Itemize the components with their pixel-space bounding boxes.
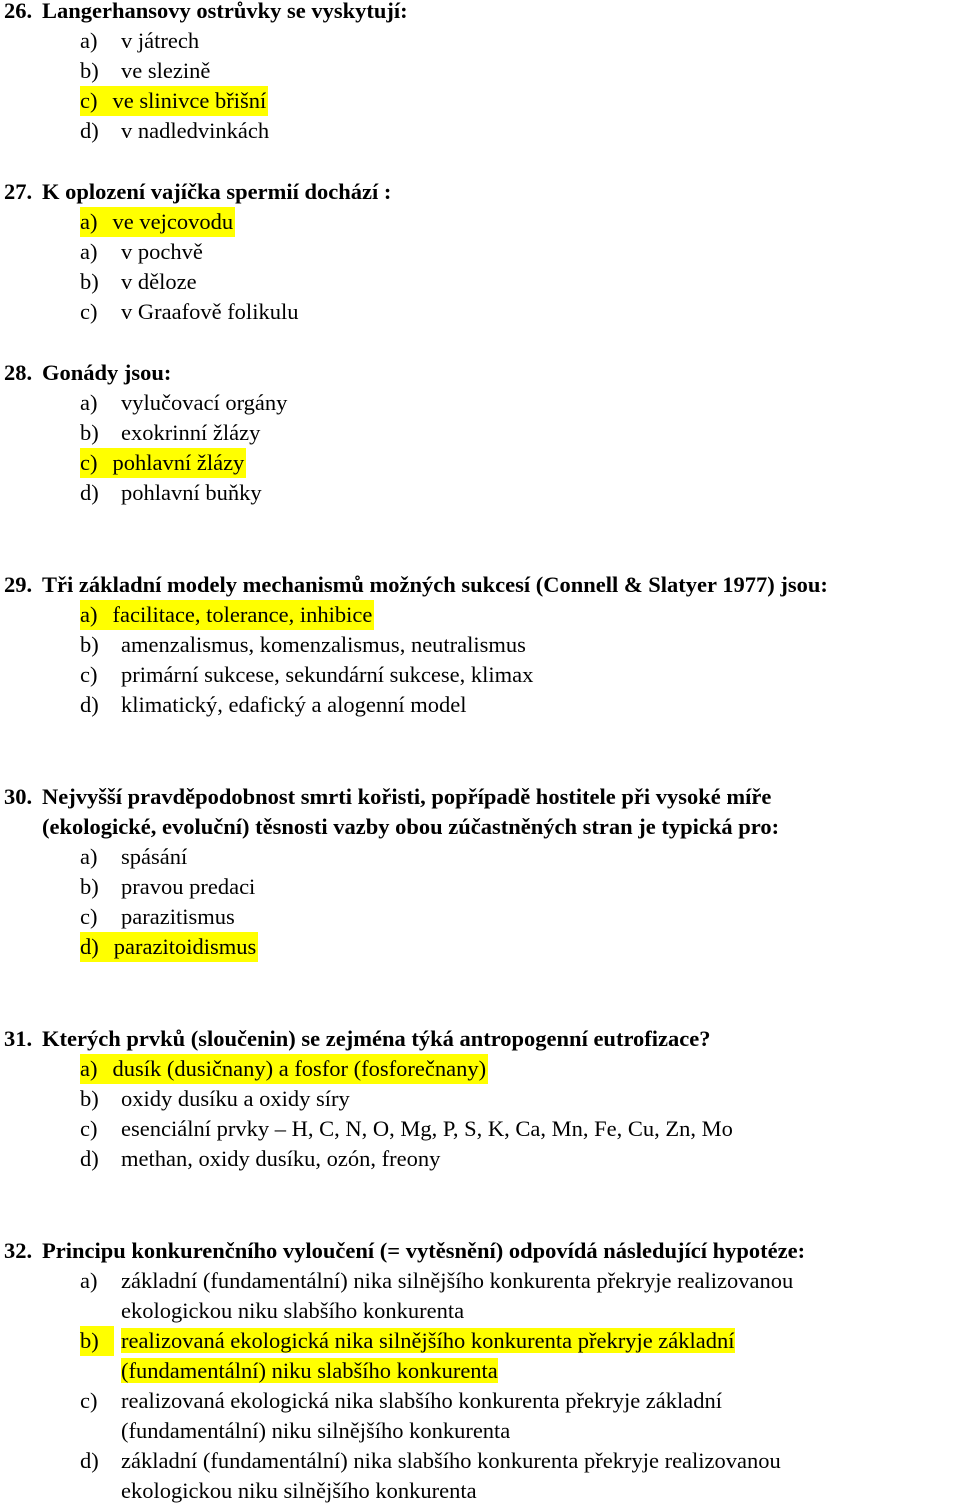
answer-option	[0, 388, 960, 418]
option-text	[80, 1326, 960, 1386]
question-32	[0, 1236, 960, 1506]
question-31	[0, 1024, 960, 1174]
question-title	[0, 0, 960, 26]
option-letter: b)	[80, 420, 99, 445]
option-letter: a)	[80, 390, 98, 415]
question-number: 26.	[4, 0, 33, 23]
answer-option	[0, 660, 960, 690]
option-text-line-1: realizovaná ekologická nika slabšího konkurenta překryje základní	[121, 1388, 723, 1413]
option-letter: d)	[80, 1448, 99, 1473]
answer-list	[0, 1266, 960, 1506]
option-text	[80, 1446, 960, 1506]
question-30	[0, 782, 960, 962]
question-text-line-1: Nejvyšší pravděpodobnost smrti kořisti, popřípadě hostitele při vysoké míře	[42, 784, 772, 809]
option-text: v děloze	[121, 269, 197, 294]
option-text: ve vejcovodu	[112, 209, 234, 234]
question-number: 31.	[4, 1026, 33, 1051]
option-letter: b)	[80, 874, 99, 899]
option-letter: b)	[80, 632, 99, 657]
option-letter: a)	[80, 239, 98, 264]
question-number: 28.	[4, 360, 33, 385]
question-number: 27.	[4, 179, 33, 204]
option-letter: c)	[80, 450, 98, 475]
question-28	[0, 358, 960, 508]
option-text-line-2: (fundamentální) niku slabšího konkurenta	[121, 1358, 498, 1383]
option-text: pohlavní buňky	[121, 480, 262, 505]
question-text: Gonády jsou:	[42, 360, 172, 385]
answer-option	[0, 116, 960, 146]
option-text-line-1: základní (fundamentální) nika slabšího konkurenta překryje realizovanou	[121, 1448, 781, 1473]
option-letter: a)	[80, 28, 98, 53]
option-letter: b)	[80, 269, 99, 294]
question-title	[0, 177, 960, 207]
option-text: v játrech	[121, 28, 200, 53]
answer-option	[0, 1266, 960, 1326]
answer-list	[0, 207, 960, 327]
answer-option	[0, 690, 960, 720]
answer-option	[0, 297, 960, 327]
option-letter: d)	[80, 118, 99, 143]
answer-list	[0, 388, 960, 508]
answer-option	[0, 418, 960, 448]
option-letter: a)	[80, 1056, 98, 1081]
option-text	[80, 1386, 960, 1446]
option-text: oxidy dusíku a oxidy síry	[121, 1086, 350, 1111]
option-text: parazitoidismus	[113, 934, 257, 959]
question-title	[0, 1236, 960, 1266]
answer-option-correct	[0, 932, 960, 962]
answer-option	[0, 478, 960, 508]
option-letter: c)	[80, 1116, 98, 1141]
question-text: Principu konkurenčního vyloučení (= vytěsnění) odpovídá následující hypotéze:	[42, 1238, 806, 1263]
answer-option	[0, 237, 960, 267]
answer-option-correct	[0, 1326, 960, 1386]
option-letter: d)	[80, 480, 99, 505]
option-text: ve slinivce břišní	[112, 88, 267, 113]
option-text: v pochvě	[121, 239, 203, 264]
option-letter: a)	[80, 844, 98, 869]
question-text: Tři základní modely mechanismů možných sukcesí (Connell & Slatyer 1977) jsou:	[42, 572, 828, 597]
option-letter: c)	[80, 662, 98, 687]
option-text: pohlavní žlázy	[112, 450, 245, 475]
question-27	[0, 177, 960, 327]
answer-option	[0, 1144, 960, 1174]
option-letter: d)	[80, 692, 99, 717]
answer-option-correct	[0, 1054, 960, 1084]
answer-option	[0, 1386, 960, 1446]
option-text: dusík (dusičnany) a fosfor (fosforečnany)	[112, 1056, 487, 1081]
question-number: 29.	[4, 572, 33, 597]
option-text: vylučovací orgány	[121, 390, 288, 415]
question-title	[0, 782, 960, 842]
option-letter: c)	[80, 88, 98, 113]
answer-option	[0, 1446, 960, 1506]
answer-option	[0, 56, 960, 86]
option-text-line-1: realizovaná ekologická nika silnějšího konkurenta překryje základní	[121, 1328, 735, 1353]
option-text: ve slezině	[121, 58, 211, 83]
option-text: facilitace, tolerance, inhibice	[112, 602, 373, 627]
option-letter: b)	[80, 58, 99, 83]
question-title	[0, 1024, 960, 1054]
option-letter: a)	[80, 209, 98, 234]
question-number: 32.	[4, 1238, 33, 1263]
answer-option	[0, 630, 960, 660]
option-text: methan, oxidy dusíku, ozón, freony	[121, 1146, 441, 1171]
option-text: primární sukcese, sekundární sukcese, klimax	[121, 662, 534, 687]
question-title	[0, 358, 960, 388]
option-text: amenzalismus, komenzalismus, neutralismus	[121, 632, 526, 657]
option-text: v Graafově folikulu	[121, 299, 299, 324]
option-text-line-2: (fundamentální) niku silnějšího konkurenta	[121, 1418, 511, 1443]
option-letter: d)	[80, 934, 99, 959]
question-26	[0, 0, 960, 146]
answer-list	[0, 26, 960, 146]
answer-list	[0, 600, 960, 720]
option-text: exokrinní žlázy	[121, 420, 261, 445]
option-letter: b)	[80, 1086, 99, 1111]
answer-option-correct	[0, 86, 960, 116]
question-text: K oplození vajíčka spermií dochází :	[42, 179, 392, 204]
option-letter: a)	[80, 602, 98, 627]
option-text: klimatický, edafický a alogenní model	[121, 692, 467, 717]
question-text: Langerhansovy ostrůvky se vyskytují:	[42, 0, 408, 23]
option-text: parazitismus	[121, 904, 235, 929]
question-text-line-2: (ekologické, evoluční) těsnosti vazby obou zúčastněných stran je typická pro:	[42, 814, 780, 839]
option-text-line-1: základní (fundamentální) nika silnějšího konkurenta překryje realizovanou	[121, 1268, 794, 1293]
question-number: 30.	[4, 784, 33, 809]
option-text: spásání	[121, 844, 188, 869]
option-text: v nadledvinkách	[121, 118, 270, 143]
question-title	[0, 570, 960, 600]
option-letter: a)	[80, 1268, 98, 1293]
answer-option-correct	[0, 600, 960, 630]
question-text: Kterých prvků (sloučenin) se zejména týká antropogenní eutrofizace?	[42, 1026, 711, 1051]
question-29	[0, 570, 960, 720]
answer-option-correct	[0, 207, 960, 237]
option-text-line-2: ekologickou niku silnějšího konkurenta	[121, 1478, 477, 1503]
option-text-line-2: ekologickou niku slabšího konkurenta	[121, 1298, 465, 1323]
answer-option	[0, 1114, 960, 1144]
answer-list	[0, 842, 960, 962]
option-letter: c)	[80, 904, 98, 929]
answer-list	[0, 1054, 960, 1174]
answer-option	[0, 1084, 960, 1114]
answer-option	[0, 26, 960, 56]
answer-option	[0, 842, 960, 872]
option-letter: d)	[80, 1146, 99, 1171]
option-text: pravou predaci	[121, 874, 256, 899]
option-letter: c)	[80, 299, 98, 324]
option-text: esenciální prvky – H, C, N, O, Mg, P, S, K, Ca, Mn, Fe, Cu, Zn, Mo	[121, 1116, 733, 1141]
answer-option	[0, 902, 960, 932]
answer-option-correct	[0, 448, 960, 478]
option-letter: b)	[80, 1326, 114, 1356]
answer-option	[0, 872, 960, 902]
answer-option	[0, 267, 960, 297]
option-text	[80, 1266, 960, 1326]
option-letter: c)	[80, 1388, 98, 1413]
